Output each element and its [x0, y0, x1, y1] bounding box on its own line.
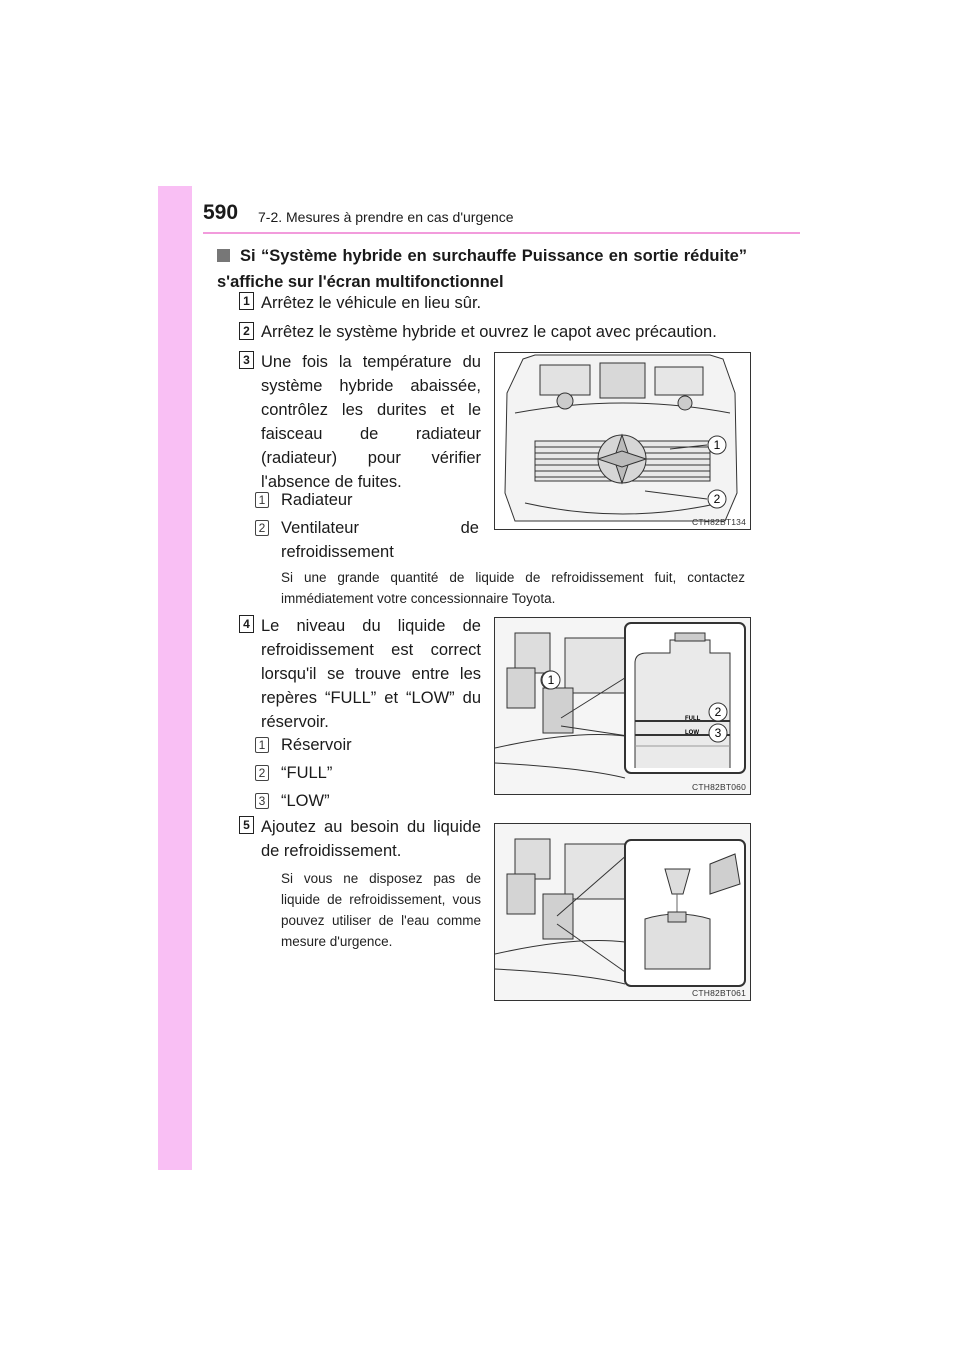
item-number-1: 1: [255, 492, 269, 508]
refill-illustration: [495, 824, 750, 1000]
reservoir-figure: [494, 617, 751, 795]
step-4-text: Le niveau du liquide de refroidissement est correct lorsqu'il se trouve entre les repères “FULL” et “LOW” du réservoir.: [261, 617, 481, 731]
step-3-text: Une fois la température du système hybride abaissée, contrôlez les durites et le faisceau de radiateur (radiateur) pour vérifier l'absence de fuites.: [261, 353, 481, 491]
item-label-radiator: Radiateur: [281, 491, 353, 509]
chapter-title: 7-2. Mesures à prendre en cas d'urgence: [258, 209, 514, 225]
figure-code: CTH82BT134: [692, 517, 746, 527]
item-number-2: 2: [255, 765, 269, 781]
item-label-full: “FULL”: [281, 764, 333, 782]
step-badge-4: 4: [239, 615, 254, 633]
reservoir-illustration: [495, 618, 750, 794]
step-1-text: Arrêtez le véhicule en lieu sûr.: [261, 294, 482, 312]
full-mark-label: FULL: [685, 716, 701, 722]
page-number: 590: [203, 201, 239, 224]
section-heading-text: Si “Système hybride en surchauffe Puissance en sortie réduite” s'affiche sur l'écran multifonctionnel: [217, 247, 747, 291]
item-label-reservoir: Réservoir: [281, 736, 352, 754]
step-badge-5: 5: [239, 816, 254, 834]
item-number-1: 1: [255, 737, 269, 753]
section-heading: [217, 243, 747, 295]
callout-3: 3: [714, 726, 722, 740]
item-label-cooling-fan: Ventilateur de refroidissement: [281, 519, 479, 561]
engine-bay-illustration: [495, 353, 750, 529]
header-rule: [203, 232, 800, 234]
figure-code: CTH82BT060: [692, 782, 746, 792]
step-5-text: Ajoutez au besoin du liquide de refroidissement.: [261, 818, 481, 860]
low-mark-label: LOW: [685, 730, 699, 736]
engine-bay-figure: [494, 352, 751, 530]
callout-2: 2: [714, 705, 722, 719]
refill-figure: [494, 823, 751, 1001]
callout-1: 1: [713, 438, 721, 452]
chapter-sidebar-tab: [158, 186, 192, 1170]
figure-code: CTH82BT061: [692, 988, 746, 998]
step-5-note: Si vous ne disposez pas de liquide de refroidissement, vous pouvez utiliser de l'eau comme mesure d'urgence.: [281, 871, 481, 949]
step-badge-3: 3: [239, 351, 254, 369]
item-number-3: 3: [255, 793, 269, 809]
step-2-text: Arrêtez le système hybride et ouvrez le capot avec précaution.: [261, 323, 717, 341]
item-number-2: 2: [255, 520, 269, 536]
callout-2: 2: [713, 492, 721, 506]
step-badge-2: 2: [239, 322, 254, 340]
step-3-note: Si une grande quantité de liquide de refroidissement fuit, contactez immédiatement votre concessionnaire Toyota.: [281, 570, 745, 606]
step-badge-1: 1: [239, 292, 254, 310]
item-label-low: “LOW”: [281, 792, 330, 810]
square-bullet-icon: [217, 249, 230, 262]
callout-1: 1: [547, 673, 555, 687]
